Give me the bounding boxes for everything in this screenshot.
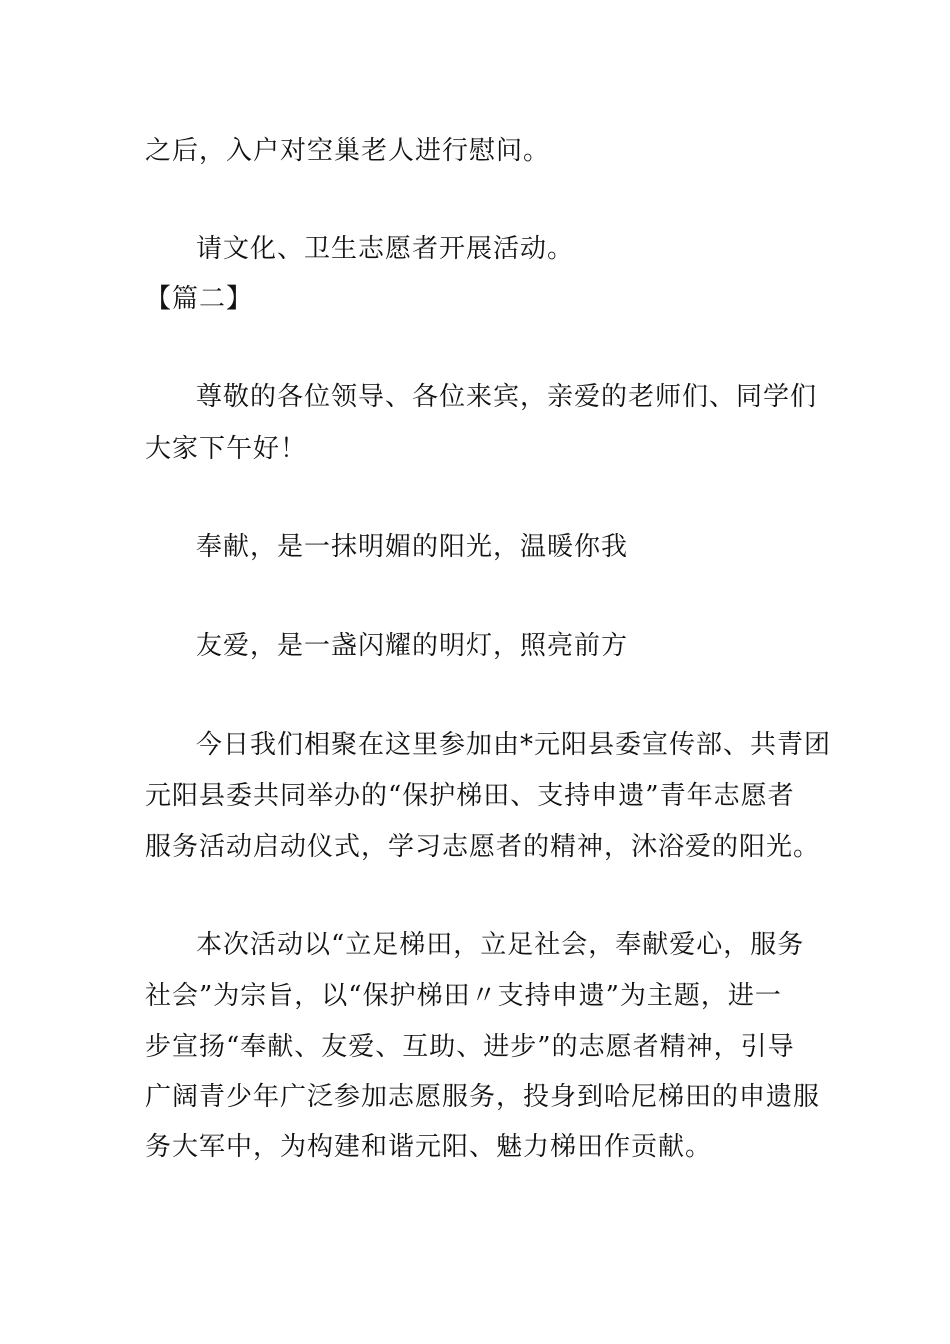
paragraph-line: 友爱，是一盏闪耀的明灯，照亮前方 — [196, 631, 629, 661]
paragraph-line: 奉献，是一抹明媚的阳光，温暖你我 — [196, 532, 629, 562]
paragraph-line: 步宣扬“奉献、友爱、互助、进步”的志愿者精神，引导 — [145, 1032, 795, 1062]
paragraph-line: 服务活动启动仪式，学习志愿者的精神，沐浴爱的阳光。 — [145, 832, 821, 862]
paragraph-line: 之后，入户对空巢老人进行慰问。 — [145, 136, 551, 166]
paragraph-line: 尊敬的各位领导、各位来宾，亲爱的老师们、同学们 — [196, 382, 818, 412]
paragraph-line: 本次活动以“立足梯田，立足社会，奉献爱心，服务 — [196, 930, 805, 960]
paragraph-line: 请文化、卫生志愿者开展活动。 — [196, 234, 575, 264]
section-heading: 【篇二】 — [145, 284, 254, 314]
paragraph-line: 广阔青少年广泛参加志愿服务，投身到哈尼梯田的申遗服 — [145, 1082, 821, 1112]
paragraph-line: 务大军中，为构建和谐元阳、魅力梯田作贡献。 — [145, 1132, 713, 1162]
paragraph-line: 大家下午好！ — [145, 434, 308, 464]
paragraph-line: 社会”为宗旨，以“保护梯田〃支持申遗”为主题，进一 — [145, 981, 782, 1011]
paragraph-line: 元阳县委共同举办的“保护梯田、支持申遗”青年志愿者 — [145, 781, 795, 811]
paragraph-line: 今日我们相聚在这里参加由*元阳县委宣传部、共青团 — [196, 730, 832, 760]
